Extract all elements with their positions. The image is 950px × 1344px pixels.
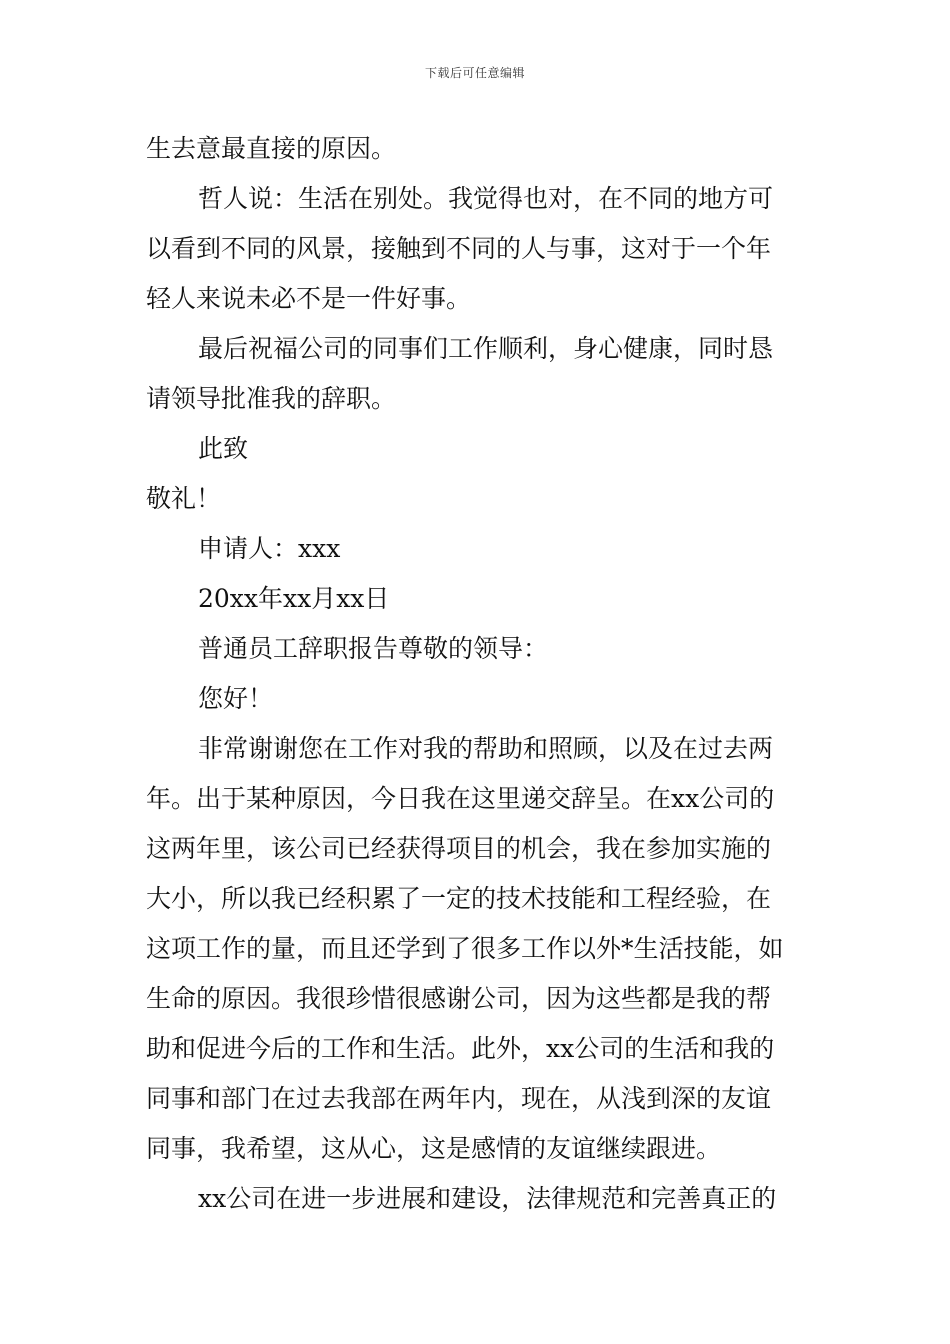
text-line: 非常谢谢您在工作对我的帮助和照顾，以及在过去两	[198, 734, 774, 763]
text-line: 哲人说：生活在别处。我觉得也对，在不同的地方可	[198, 184, 774, 213]
applicant-line: 申请人：xxx	[198, 534, 341, 563]
text-line: 生去意最直接的原因。	[146, 134, 397, 163]
text-line: 轻人来说未必不是一件好事。	[146, 284, 472, 313]
text-line: 这项工作的量，而且还学到了很多工作以外*生活技能，如	[146, 934, 784, 963]
text-line: 生命的原因。我很珍惜很感谢公司，因为这些都是我的帮	[146, 984, 772, 1013]
closing-salutation: 此致	[198, 434, 249, 463]
text-line: xx公司在进一步进展和建设，法律规范和完善真正的	[198, 1184, 777, 1213]
text-line: 最后祝福公司的同事们工作顺利，身心健康，同时恳	[198, 334, 774, 363]
text-line: 年。出于某种原因，今日我在这里递交辞呈。在xx公司的	[146, 784, 775, 813]
text-line: 以看到不同的风景，接触到不同的人与事，这对于一个年	[146, 234, 772, 263]
text-line: 同事，我希望，这从心，这是感情的友谊继续跟进。	[146, 1134, 722, 1163]
closing-regards: 敬礼！	[146, 484, 222, 513]
section-title: 普通员工辞职报告尊敬的领导：	[198, 634, 549, 663]
text-line: 助和促进今后的工作和生活。此外，xx公司的生活和我的	[146, 1034, 775, 1063]
text-line: 这两年里，该公司已经获得项目的机会，我在参加实施的	[146, 834, 772, 863]
text-line: 大小，所以我已经积累了一定的技术技能和工程经验，在	[146, 884, 772, 913]
text-line: 请领导批准我的辞职。	[146, 384, 397, 413]
date-line: 20xx年xx月xx日	[198, 584, 390, 613]
page-header: 下载后可任意编辑	[424, 66, 525, 80]
document-body	[146, 124, 810, 1224]
greeting-line: 您好！	[198, 684, 274, 713]
text-line: 同事和部门在过去我部在两年内，现在，从浅到深的友谊	[146, 1084, 772, 1113]
